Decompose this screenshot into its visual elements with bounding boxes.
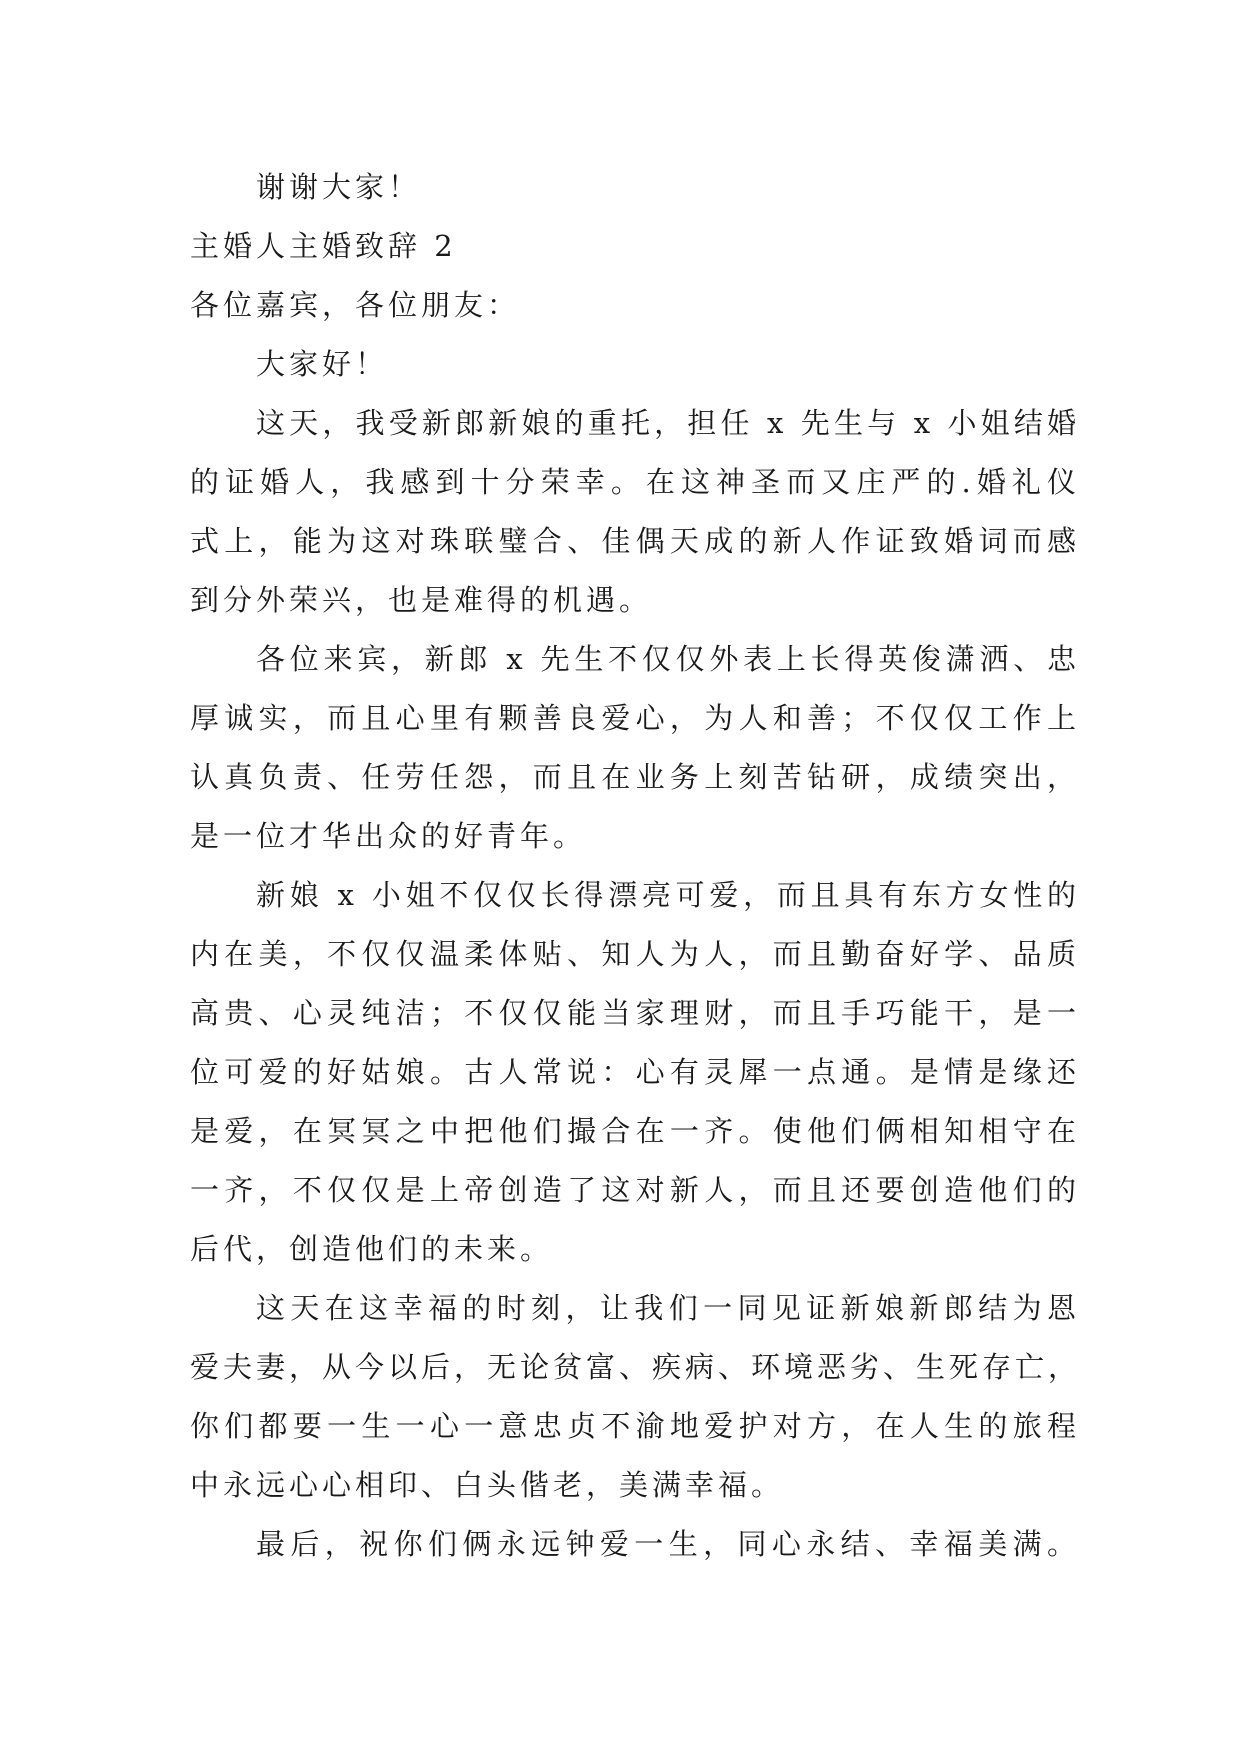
text-line: 是爱，在冥冥之中把他们撮合在一齐。使他们俩相知相守在 [190,1114,1080,1148]
text-line: 各位嘉宾，各位朋友： [190,288,521,322]
text-line: 厚诚实，而且心里有颗善良爱心，为人和善；不仅仅工作上 [190,701,1080,735]
text-line: 内在美，不仅仅温柔体贴、知人为人，而且勤奋好学、品质 [190,937,1080,971]
text-line: 后代，创造他们的未来。 [190,1232,554,1266]
text-line: 谢谢大家！ [256,170,422,204]
text-line: 的证婚人，我感到十分荣幸。在这神圣而又庄严的.婚礼仪 [190,465,1080,499]
text-line: 一齐，不仅仅是上帝创造了这对新人，而且还要创造他们的 [190,1173,1080,1207]
text-line: 新娘 x 小姐不仅仅长得漂亮可爱，而且具有东方女性的 [256,878,1080,912]
text-line: 位可爱的好姑娘。古人常说：心有灵犀一点通。是情是缘还 [190,1055,1080,1089]
text-line: 是一位才华出众的好青年。 [190,819,587,853]
text-line: 大家好！ [256,347,389,381]
document-page [190,158,1080,1574]
text-line: 你们都要一生一心一意忠贞不渝地爱护对方，在人生的旅程 [190,1409,1080,1443]
text-line: 中永远心心相印、白头偕老，美满幸福。 [190,1468,785,1502]
text-line: 式上，能为这对珠联璧合、佳偶天成的新人作证致婚词而感 [190,524,1080,558]
text-line: 主婚人主婚致辞 2 [190,229,457,263]
text-line: 这天在这幸福的时刻，让我们一同见证新娘新郎结为恩 [256,1291,1080,1325]
text-line: 这天，我受新郎新娘的重托，担任 x 先生与 x 小姐结婚 [256,406,1080,440]
text-line: 各位来宾，新郎 x 先生不仅仅外表上长得英俊潇洒、忠 [256,642,1080,676]
text-line: 到分外荣兴，也是难得的机遇。 [190,583,653,617]
text-line: 认真负责、任劳任怨，而且在业务上刻苦钻研，成绩突出， [190,760,1080,794]
text-line: 高贵、心灵纯洁；不仅仅能当家理财，而且手巧能干，是一 [190,996,1080,1030]
text-line: 最后，祝你们俩永远钟爱一生，同心永结、幸福美满。 [256,1527,1080,1561]
text-line: 爱夫妻，从今以后，无论贫富、疾病、环境恶劣、生死存亡， [190,1350,1082,1384]
